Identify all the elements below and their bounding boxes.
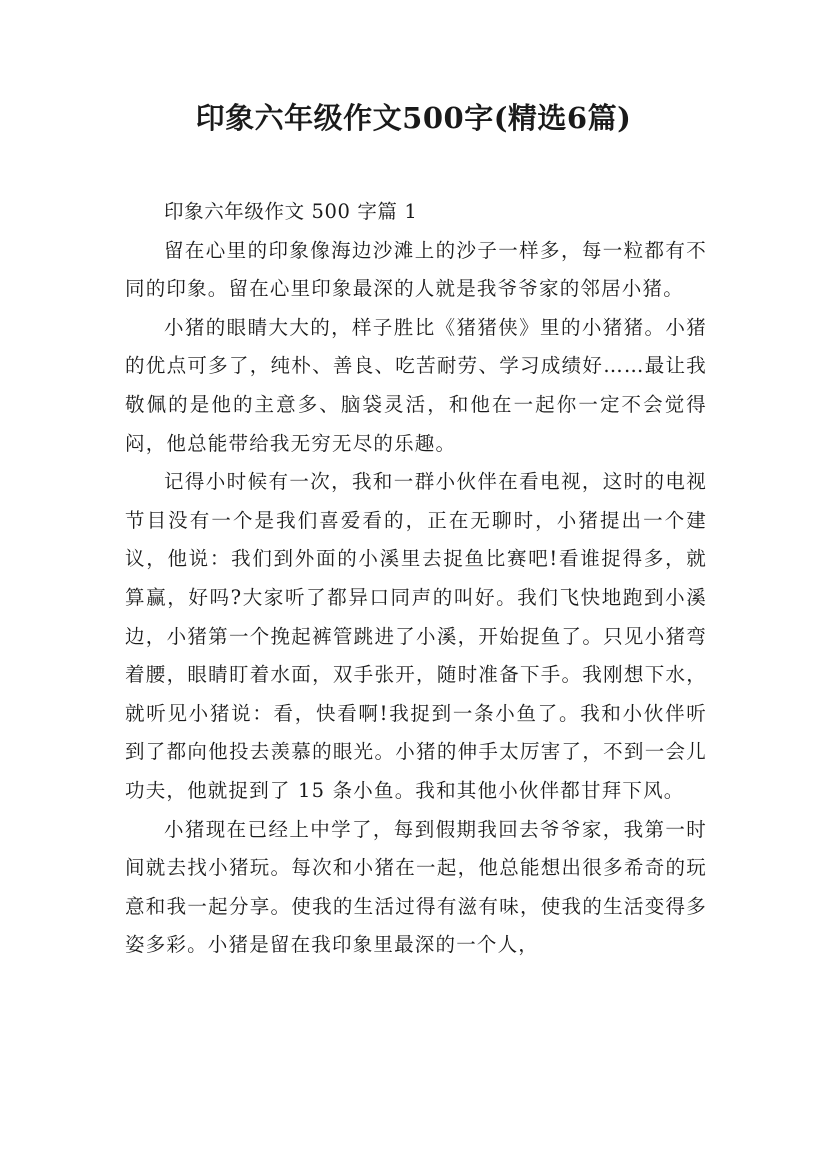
paragraph: 小猪现在已经上中学了，每到假期我回去爷爷家，我第一时间就去找小猪玩。每次和小猪在一起，他总能想出很多希奇的玩意和我一起分享。使我的生活过得有滋有味，使我的生活变得多姿多彩。小猪是留在我印象里最深的一个人， (125, 817, 707, 957)
document-title: 印象六年级作文500字(精选6篇) (195, 101, 632, 135)
document-body (125, 193, 707, 965)
paragraph: 留在心里的印象像海边沙滩上的沙子一样多，每一粒都有不同的印象。留在心里印象最深的人就是我爷爷家的邻居小猪。 (125, 238, 707, 301)
section-heading: 印象六年级作文 500 字篇 1 (164, 200, 418, 223)
paragraph: 小猪的眼睛大大的，样子胜比《猪猪侠》里的小猪猪。小猪的优点可多了，纯朴、善良、吃苦耐劳、学习成绩好……最让我敬佩的是他的主意多、脑袋灵活，和他在一起你一定不会觉得闷，他总能带给我无穷无尽的乐趣。 (125, 315, 707, 455)
paragraph: 记得小时候有一次，我和一群小伙伴在看电视，这时的电视节目没有一个是我们喜爱看的，正在无聊时，小猪提出一个建议，他说：我们到外面的小溪里去捉鱼比赛吧!看谁捉得多，就算赢，好吗?大家听了都异口同声的叫好。我们飞快地跑到小溪边，小猪第一个挽起裤管跳进了小溪，开始捉鱼了。只见小猪弯着腰，眼睛盯着水面，双手张开，随时准备下手。我刚想下水，就听见小猪说：看，快看啊!我捉到一条小鱼了。我和小伙伴听到了都向他投去羡慕的眼光。小猪的伸手太厉害了，不到一会儿功夫，他就捉到了 15 条小鱼。我和其他小伙伴都甘拜下风。 (125, 470, 707, 802)
